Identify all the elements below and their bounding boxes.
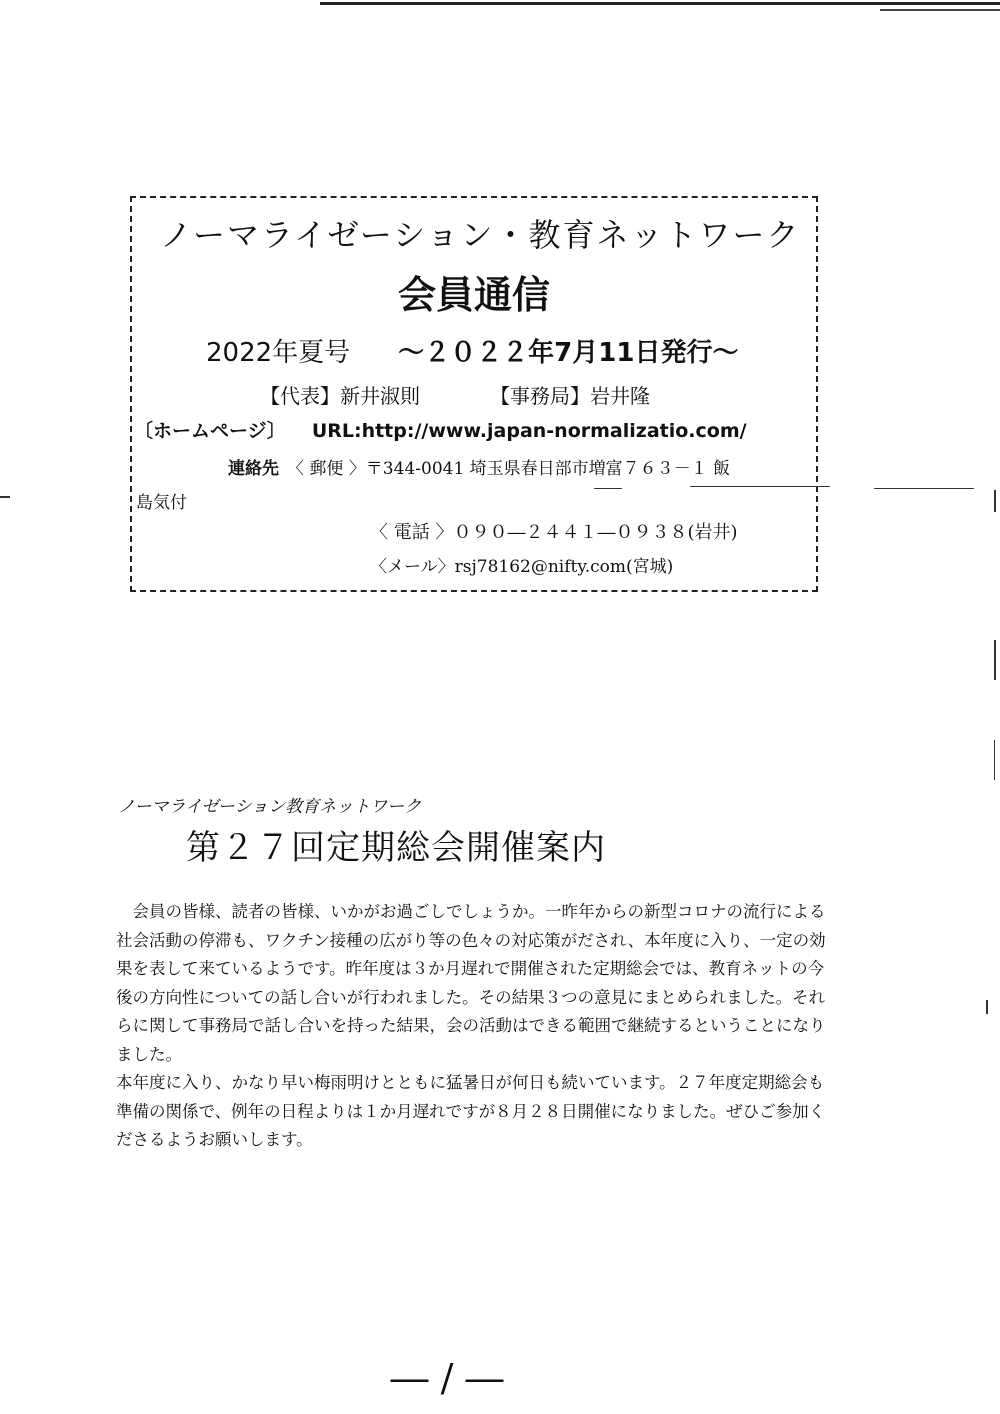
contact-postal-continued: 島気付 xyxy=(136,493,187,513)
scan-dash-mark xyxy=(690,486,830,487)
newsletter-title: 会員通信 xyxy=(397,273,550,317)
homepage-label: 〔ホームページ〕 xyxy=(134,420,286,442)
announcement-paragraph: 会員の皆様、読者の皆様、いかがお過ごしでしょうか。一昨年からの新型コロナの流行による社会活動の停滞も、ワクチン接種の広がり等の色々の対応策がだされ、本年度に入り、一定の効果を表して来ているようです。昨年度は３か月遅れで開催された定期総会では、教育ネットの今後の方向性についての話し合いが行われました。その結果３つの意見にまとめられました。それらに関して事務局で話し合いを持った結果，会の活動はできる範囲で継続するということになりました。 xyxy=(116,902,826,1064)
publish-date: ～２０２２年7月11日発行～ xyxy=(398,338,739,368)
scan-dash-mark xyxy=(0,496,10,498)
scan-vertical-mark xyxy=(986,1000,988,1014)
contact-mail: 〈メール〉rsj78162@nifty.com(宮城) xyxy=(370,557,674,577)
scan-vertical-mark xyxy=(994,740,995,780)
header-org-name: ノーマライゼーション・教育ネットワーク xyxy=(160,216,801,254)
scan-vertical-mark xyxy=(994,490,996,512)
scan-dash-mark xyxy=(594,488,622,489)
homepage-url[interactable]: URL:http://www.japan-normalizatio.com/ xyxy=(311,420,747,442)
issue-line xyxy=(206,332,738,369)
scan-top-rule-secondary xyxy=(880,9,1000,11)
representative: 【代表】新井淑則 xyxy=(260,384,420,408)
announcement-body xyxy=(116,898,836,1155)
section-org-name: ノーマライゼーション教育ネットワーク xyxy=(118,797,422,817)
secretariat: 【事務局】岩井隆 xyxy=(490,384,650,408)
scan-top-rule xyxy=(320,2,1000,5)
contact-postal: 〈 郵便 〉〒344-0041 埼玉県春日部市増富７６３－１ 飯 xyxy=(287,459,731,479)
issue-label: 2022年夏号 xyxy=(206,338,351,368)
scan-dash-mark xyxy=(874,488,974,489)
newsletter-header-box xyxy=(130,196,818,592)
homepage-line xyxy=(134,416,747,443)
scan-vertical-mark xyxy=(994,640,996,680)
representatives-line xyxy=(260,380,650,409)
contact-label: 連絡先 xyxy=(228,459,279,479)
page-number: ― / ― xyxy=(390,1356,504,1400)
contact-postal-line xyxy=(228,454,730,479)
announcement-paragraph: 本年度に入り、かなり早い梅雨明けとともに猛暑日が何日も続いています。２７年度定期総会も準備の関係で、例年の日程よりは１か月遅れですが８月２８日開催になりました。ぜひご参加くださるようお願いします。 xyxy=(116,1073,826,1149)
section-title: 第２７回定期総会開催案内 xyxy=(186,828,606,868)
contact-phone: 〈 電話 〉０９０―２４４１―０９３８(岩井) xyxy=(370,522,738,543)
